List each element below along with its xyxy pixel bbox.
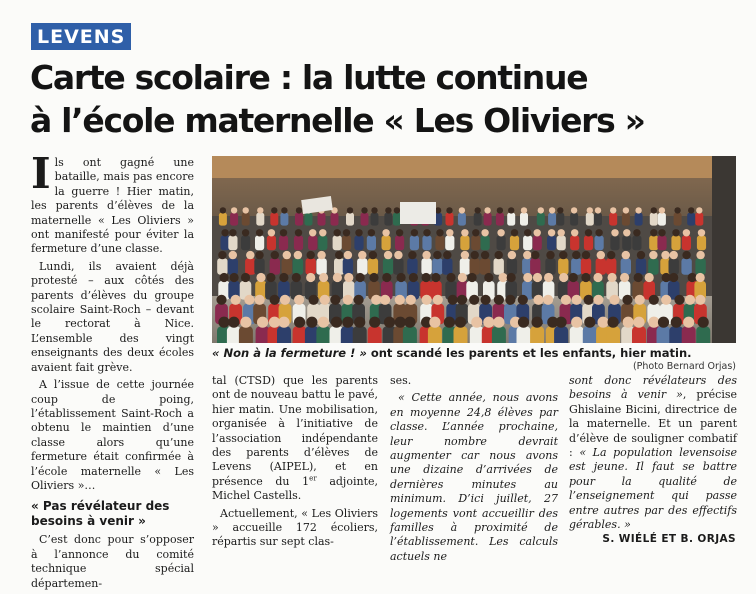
caption-text: ont scandé les parents et les enfants, hier matin. [366, 346, 692, 360]
paragraph-4: C’est donc pour s’opposer à l’annonce du comité technique spécial départemen- [31, 533, 194, 590]
paragraph-8 [569, 374, 737, 532]
article-column-2 [212, 374, 378, 553]
p5-text-end: adjointe, Michel Castells. [212, 474, 378, 503]
paragraph-3: A l’issue de cette journée coup de poing, l’établissement Saint-Roch a obtenu le maintien d’une classe alors qu’une fermeture était confirmée à l’école maternelle « Les Oliviers »… [31, 378, 194, 492]
ordinal-sup: er [309, 474, 317, 483]
paragraph-7-quote: « Cette année, nous avons en moyenne 24,8 élèves par classe. L’année prochaine, leur nombre devrait augmenter car nous avons une dizaine d’arrivées de dernières minutes au minimum. D’ici juillet, 27 logements vont accueillir des familles à proximité de l’établissement. Les calculs actuels ne [390, 391, 558, 563]
headline-line-2: à l’école maternelle « Les Oliviers » [30, 101, 645, 140]
paragraph-2: Lundi, ils avaient déjà protesté – aux côtés des parents d’élèves du groupe scolaire Saint-Roch – devant le rectorat à Nice. L’ensemble des vingt enseignants des deux écoles avaient fait grève. [31, 259, 194, 374]
photo-credit: (Photo Bernard Orjas) [632, 361, 736, 372]
article-column-3 [390, 374, 558, 567]
crowd-photo-illustration [212, 156, 736, 343]
article-photo [212, 156, 736, 343]
quote-1: sont donc révélateurs des besoins à venir » [569, 374, 737, 402]
drop-cap: I [31, 149, 51, 198]
p8-text: , précise Ghislaine Bicini, directrice de la maternelle. Et un parent d’élève de souligner combatif : [569, 388, 737, 460]
lead-paragraph [31, 149, 194, 257]
article-column-1 [31, 149, 194, 594]
headline-line-1: Carte scolaire : la lutte continue [30, 58, 588, 97]
headline [30, 56, 740, 142]
lead-text: ls ont gagné une bataille, mais pas encore la guerre ! Hier matin, les parents d’élèves de la maternelle « Les Oliviers » ont manifesté pour éviter la fermeture d’une classe. [31, 156, 194, 256]
subheading: « Pas révélateur des besoins à venir » [31, 499, 170, 529]
section-rubric: LEVENS [31, 23, 131, 50]
quote-2: « La population levensoise est jeune. Il faut se battre pour la qualité de l’enseignement qui passe entre autres par des effectifs gérables. » [569, 446, 737, 532]
paragraph-6: Actuellement, « Les Oliviers » accueille 172 écoliers, répartis sur sept clas- [212, 506, 378, 549]
paragraph-7-lead: ses. [390, 374, 412, 387]
article-column-4 [569, 374, 737, 535]
paragraph-5 [212, 374, 378, 504]
photo-caption [212, 346, 736, 360]
byline: S. WIÉLÉ ET B. ORJAS [602, 533, 736, 545]
caption-quote: « Non à la fermeture ! » [212, 346, 367, 360]
p5-text: tal (CTSD) que les parents ont de nouveau battu le pavé, hier matin. Une mobilisation, organisée à l’initiative de l’association indépendante des parents d’élèves de Levens (AIPEL), et en présence du 1 [212, 374, 378, 488]
